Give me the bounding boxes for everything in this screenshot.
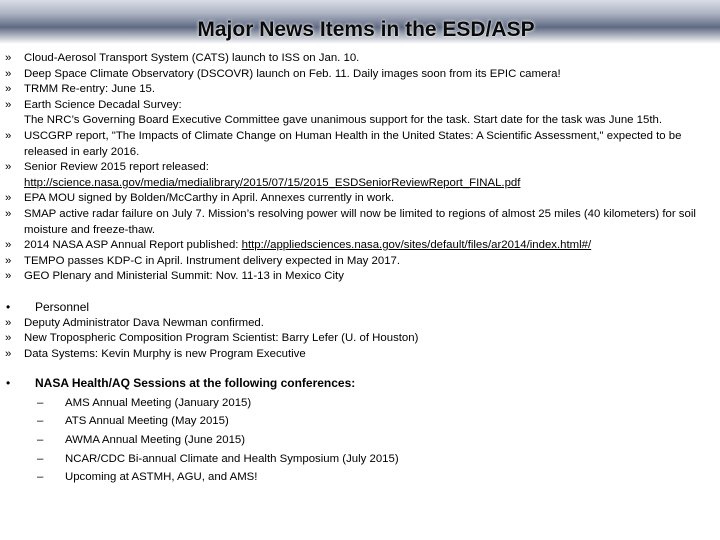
sub-list-item: – ATS Annual Meeting (May 2015): [5, 414, 717, 430]
slide-content: [5, 51, 717, 486]
list-item: » 2014 NASA ASP Annual Report published: http://appliedsciences.nasa.gov/sites/default/files/ar2014/index.html#/: [5, 238, 717, 254]
dash-bullet-icon: –: [37, 471, 44, 484]
dash-bullet-icon: –: [37, 415, 44, 428]
arrow-bullet-icon: »: [5, 316, 12, 329]
sub-list-item: – AMS Annual Meeting (January 2015): [5, 396, 717, 412]
section-heading: • NASA Health/AQ Sessions at the following conferences:: [6, 376, 356, 391]
section-heading: • Personnel: [6, 299, 90, 314]
list-item: » Senior Review 2015 report released:: [5, 160, 717, 176]
dash-bullet-icon: –: [37, 434, 44, 447]
list-item: » Cloud-Aerosol Transport System (CATS) launch to ISS on Jan. 10.: [5, 51, 717, 67]
arrow-bullet-icon: »: [5, 161, 12, 174]
dash-bullet-icon: –: [37, 396, 44, 409]
sub-list-item: – NCAR/CDC Bi-annual Climate and Health Symposium (July 2015): [5, 452, 717, 468]
arrow-bullet-icon: »: [5, 207, 12, 220]
title-banner: [0, 0, 720, 44]
list-item: » TRMM Re-entry: June 15.: [5, 82, 717, 98]
arrow-bullet-icon: »: [5, 239, 12, 252]
arrow-bullet-icon: »: [5, 192, 12, 205]
conferences-section: [5, 376, 717, 486]
arrow-bullet-icon: »: [5, 98, 12, 111]
arrow-bullet-icon: »: [5, 347, 12, 360]
arrow-bullet-icon: »: [5, 254, 12, 267]
list-item: » Earth Science Decadal Survey:: [5, 98, 717, 114]
dash-bullet-icon: –: [37, 452, 44, 465]
list-item-continuation: [5, 176, 717, 192]
arrow-bullet-icon: »: [5, 270, 12, 283]
news-list: [5, 51, 717, 285]
arrow-bullet-icon: »: [5, 129, 12, 142]
page-title: Major News Items in the ESD/ASP: [197, 18, 535, 41]
list-item: » TEMPO passes KDP-C in April. Instrument delivery expected in May 2017.: [5, 254, 717, 270]
list-item: » Deep Space Climate Observatory (DSCOVR) launch on Feb. 11. Daily images soon from its EPIC camera!: [5, 67, 717, 83]
list-item: » SMAP active radar failure on July 7. Mission’s resolving power will now be limited to regions of almost 25 miles (40 kilometers) for soil moisture and freeze-thaw.: [5, 207, 696, 236]
list-item: » Deputy Administrator Dava Newman confirmed.: [5, 316, 717, 332]
list-item-continuation: The NRC’s Governing Board Executive Committee gave unanimous support for the task. Start date for the task was June 15th.: [24, 114, 662, 127]
list-item: » USCGRP report, "The Impacts of Climate Change on Human Health in the United States: A Scientific Assessment," expected to be released in early 2016.: [5, 129, 682, 158]
arrow-bullet-icon: »: [5, 83, 12, 96]
list-item: » EPA MOU signed by Bolden/McCarthy in April. Annexes currently in work.: [5, 191, 717, 207]
arrow-bullet-icon: »: [5, 332, 12, 345]
list-item: » GEO Plenary and Ministerial Summit: Nov. 11-13 in Mexico City: [5, 269, 717, 285]
arrow-bullet-icon: »: [5, 67, 12, 80]
sub-list-item: – Upcoming at ASTMH, AGU, and AMS!: [5, 470, 717, 486]
senior-review-report-link[interactable]: http://science.nasa.gov/media/medialibrary/2015/07/15/2015_ESDSeniorReviewReport_FINAL.pdf: [24, 176, 521, 189]
arrow-bullet-icon: »: [5, 52, 12, 64]
list-item: » Data Systems: Kevin Murphy is new Program Executive: [5, 347, 717, 363]
annual-report-link[interactable]: http://appliedsciences.nasa.gov/sites/default/files/ar2014/index.html#/: [241, 239, 592, 252]
sub-list-item: – AWMA Annual Meeting (June 2015): [5, 433, 717, 449]
list-item: » New Tropospheric Composition Program Scientist: Barry Lefer (U. of Houston): [5, 331, 717, 347]
dot-bullet-icon: •: [6, 299, 11, 314]
personnel-section: [5, 300, 717, 362]
dot-bullet-icon: •: [6, 376, 11, 391]
